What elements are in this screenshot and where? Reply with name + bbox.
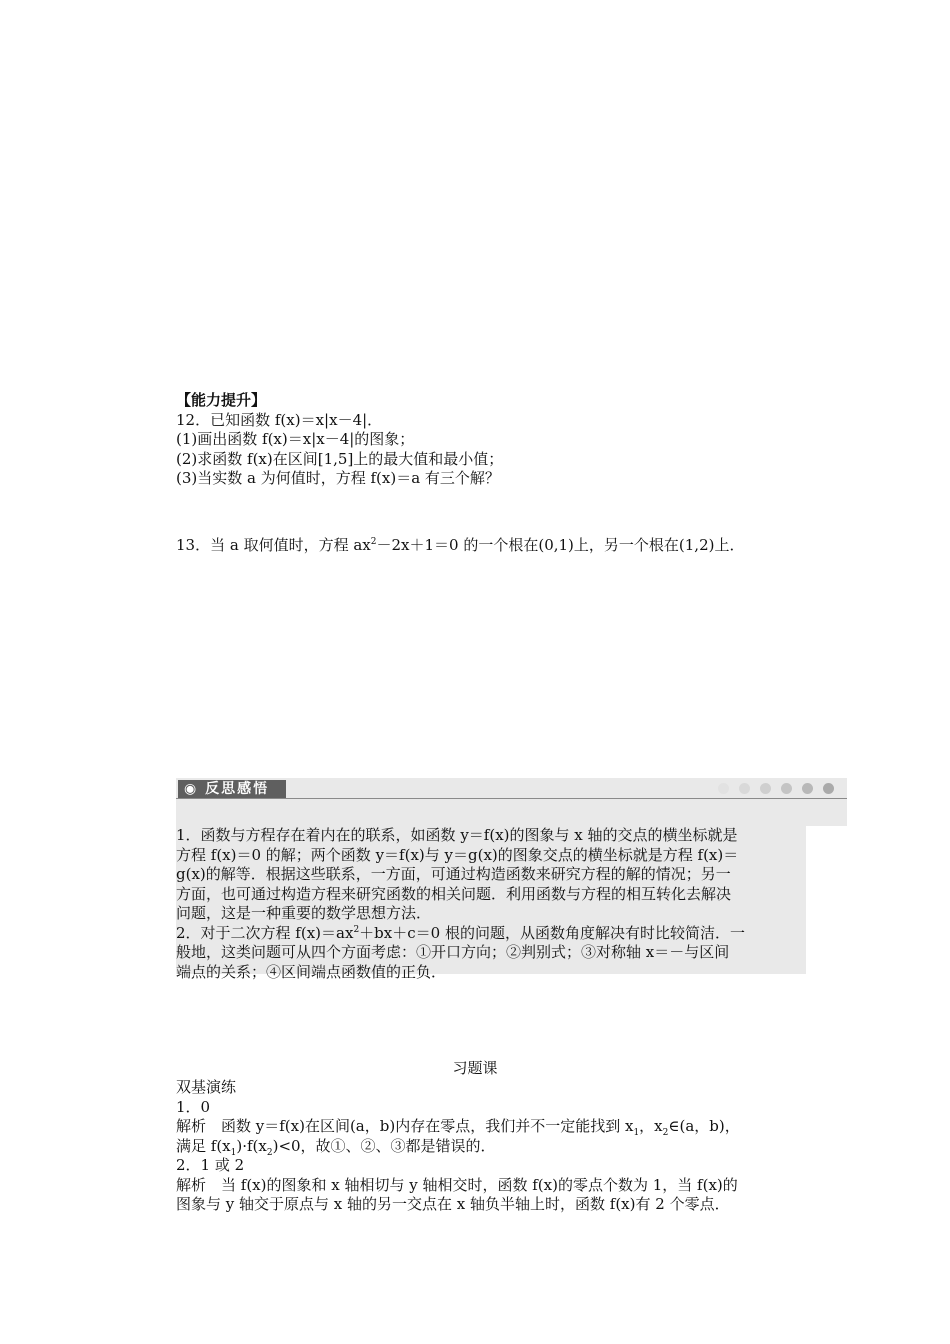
reflection-text-a: 2．对于二次方程 f(x)＝ax <box>176 923 354 942</box>
answers-section-heading: 双基演练 <box>176 1078 237 1096</box>
dot-icon <box>739 783 750 794</box>
answer-1: 1．0 <box>176 1097 211 1116</box>
q13-text-a: 13．当 a 取何值时，方程 ax <box>176 536 371 554</box>
analysis-text: ，x <box>639 1117 663 1135</box>
subscript: 2 <box>662 1128 669 1138</box>
decorative-dots <box>718 783 838 795</box>
reflection-point-2 <box>176 924 808 944</box>
q12-subquestion-2: (2)求函数 f(x)在区间[1,5]上的最大值和最小值； <box>176 449 504 468</box>
dot-icon <box>760 783 771 794</box>
banner-divider <box>176 798 847 799</box>
reflection-line: 问题，这是一种重要的数学思想方法． <box>176 904 432 922</box>
question-12 <box>176 411 808 431</box>
answer-2: 2．1 或 2 <box>176 1156 245 1174</box>
subscript: 2 <box>266 1147 273 1158</box>
q12-formula: f(x)＝x|x－4|． <box>274 410 383 429</box>
reflection-text <box>176 826 808 982</box>
reflection-line: 端点的关系；④区间端点函数值的正负． <box>176 962 447 981</box>
answer-2-analysis: 解析 当 f(x)的图象和 x 轴相切与 y 轴相交时，函数 f(x)的零点个数为 1，当 f(x)的 <box>176 1175 738 1194</box>
answer-1-analysis-cont <box>176 1137 808 1157</box>
analysis-text: 解析 函数 y＝f(x)在区间(a，b)内存在零点，我们并不一定能找到 x <box>176 1117 634 1135</box>
q13-text-b: －2x＋1＝0 的一个根在(0,1)上，另一个根在(1,2)上． <box>376 536 745 554</box>
reflection-line: 般地，这类问题可从四个方面考虑：①开口方向；②判别式；③对称轴 x＝－与区间 <box>176 943 730 961</box>
dot-icon <box>823 783 834 794</box>
dot-icon <box>802 783 813 794</box>
q12-subquestion-3: (3)当实数 a 为何值时，方程 f(x)＝a 有三个解？ <box>176 469 500 487</box>
subscript: 1 <box>230 1147 237 1158</box>
analysis-text: )<0，故①、②、③都是错误的． <box>272 1136 496 1155</box>
exponent: 2 <box>353 924 360 935</box>
dot-icon <box>718 783 729 794</box>
analysis-text: 满足 f(x <box>176 1136 231 1155</box>
q12-subquestion-1: (1)画出函数 f(x)＝x|x－4|的图象； <box>176 430 415 448</box>
reflection-line: 方程 f(x)＝0 的解；两个函数 y＝f(x)与 y＝g(x)的图象交点的横坐标就是方程 f(x)＝ <box>176 845 739 864</box>
analysis-text: )·f(x <box>236 1136 267 1155</box>
reflection-line: 方面，也可通过构造方程来研究函数的相关问题．利用函数与方程的相互转化去解决 <box>176 884 732 903</box>
ability-section <box>176 391 808 489</box>
question-13 <box>176 536 808 556</box>
analysis-text: ∈(a，b)， <box>668 1117 740 1135</box>
answer-1-analysis <box>176 1117 808 1137</box>
reflection-line: 1．函数与方程存在着内在的联系，如函数 y＝f(x)的图象与 x 轴的交点的横坐标就是 <box>176 826 738 844</box>
section-heading: 【能力提升】 <box>176 391 267 409</box>
dot-icon <box>781 783 792 794</box>
answers-title: 习题课 <box>452 1059 498 1077</box>
answers-section <box>176 1078 808 1215</box>
reflection-label: ◉ 反思感悟 <box>178 780 286 798</box>
subscript: 1 <box>633 1128 640 1138</box>
answer-2-analysis-cont: 图象与 y 轴交于原点与 x 轴的另一交点在 x 轴负半轴上时，函数 f(x)有 2 个零点． <box>176 1195 730 1213</box>
q12-prefix: 12．已知函数 <box>176 410 271 429</box>
q13-exponent: 2 <box>370 537 377 547</box>
reflection-line: g(x)的解等．根据这些联系，一方面，可通过构造函数来研究方程的解的情况；另一 <box>176 865 731 883</box>
reflection-text-b: ＋bx＋c＝0 根的问题，从函数角度解决有时比较简洁．一 <box>359 923 745 942</box>
